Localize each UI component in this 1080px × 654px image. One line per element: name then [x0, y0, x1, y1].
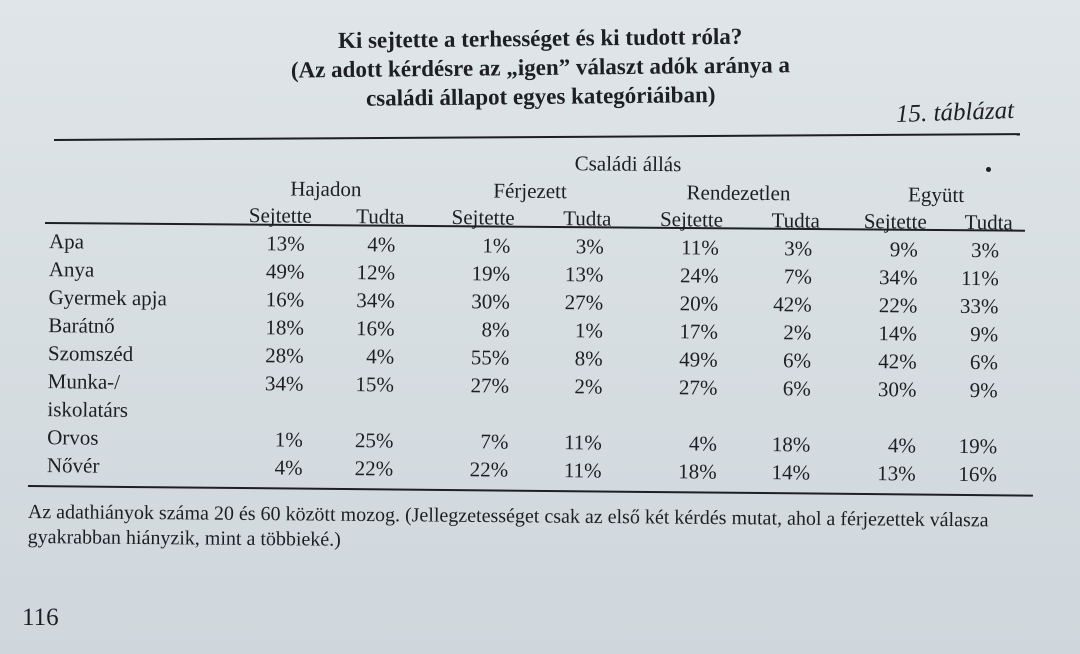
table-cell: 18%: [771, 431, 811, 457]
table-cell: 11%: [960, 265, 999, 290]
table-cell: 14%: [771, 459, 811, 485]
table-cell: 6%: [782, 375, 811, 401]
row-label: Nővér: [46, 452, 100, 478]
table-cell: 27%: [678, 374, 718, 400]
table-cell: 4%: [887, 432, 917, 458]
table-top-rule: [54, 133, 1020, 141]
data-table-container: [27, 145, 1040, 489]
row-label: Apa: [48, 228, 85, 254]
table-cell: 30%: [877, 376, 917, 402]
table-cell: 9%: [969, 377, 998, 402]
table-cell: 14%: [878, 320, 918, 346]
table-cell: 8%: [574, 345, 603, 371]
group-header-hajadon: Hajadon: [290, 176, 362, 202]
page-number: 116: [22, 604, 59, 631]
row-label: Barátnő: [48, 312, 115, 338]
table-cell: 13%: [564, 261, 604, 287]
table-cell: 16%: [265, 286, 305, 312]
table-cell: 34%: [264, 370, 304, 396]
table-cell: 27%: [470, 372, 510, 398]
table-cell: 22%: [878, 292, 918, 318]
table-cell: 34%: [878, 264, 918, 290]
table-cell: 42%: [878, 348, 917, 374]
column-header: Sejtette: [451, 204, 515, 230]
row-label: Munka-/: [47, 368, 121, 394]
table-cell: 4%: [367, 231, 396, 257]
column-header: Tudta: [771, 207, 820, 233]
column-header: Tudta: [563, 205, 612, 231]
group-header-rendezetlen: Rendezetlen: [686, 180, 791, 206]
table-cell: 8%: [481, 316, 510, 342]
row-label: Orvos: [47, 424, 99, 450]
table-cell: 9%: [889, 236, 918, 262]
table-cell: 3%: [970, 237, 1000, 262]
group-header-ferjezett: Férjezett: [493, 178, 567, 204]
title-line-3: családi állapot egyes kategóriáiban): [365, 82, 716, 111]
table-cell: 2%: [783, 319, 812, 345]
table-cell: 19%: [958, 433, 998, 458]
row-label: Gyermek apja: [48, 284, 168, 310]
row-label-continuation: iskolatárs: [47, 396, 129, 422]
table-cell: 34%: [356, 287, 395, 313]
table-cell: 1%: [274, 426, 303, 452]
title-line-1: Ki sejtette a terhességet és ki tudott róla?: [337, 23, 743, 54]
table-cell: 13%: [266, 230, 305, 256]
column-header: Tudta: [356, 203, 405, 229]
table-cell: 15%: [355, 371, 395, 397]
table-cell: 12%: [356, 259, 396, 285]
table-cell: 11%: [564, 429, 602, 455]
footnote: Az adathiányok száma 20 és 60 között mozog. (Jellegzetességet csak az első két kérdés mutat, ahol a férjezettek válasza gyakrabban hiányzik, mint a többieké.): [27, 500, 989, 551]
table-cell: 16%: [958, 461, 998, 486]
table-cell: 22%: [469, 456, 509, 482]
table-body: [27, 227, 1029, 489]
table-cell: 9%: [970, 321, 999, 346]
table-cell: 19%: [471, 260, 511, 286]
table-cell: 25%: [354, 427, 394, 453]
table-cell: 4%: [274, 454, 303, 480]
table-cell: 18%: [265, 314, 305, 340]
table-cell: 13%: [877, 460, 916, 486]
table-number-label: 15. táblázat: [895, 96, 1015, 129]
column-header: Tudta: [964, 209, 1013, 234]
table-cell: 49%: [265, 258, 305, 284]
table-cell: 55%: [470, 344, 510, 370]
data-table: [27, 145, 1030, 489]
table-cell: 27%: [564, 289, 604, 315]
group-header-egyutt: Együtt: [908, 182, 965, 207]
table-cell: 7%: [783, 263, 813, 289]
row-label: Anya: [48, 256, 95, 282]
table-cell: 11%: [563, 457, 602, 483]
table-cell: 4%: [366, 343, 395, 369]
row-label: Szomszéd: [47, 340, 134, 366]
title-line-2: (Az adott kérdésre az „igen” választ adók aránya a: [290, 52, 791, 83]
table-title: [150, 20, 931, 115]
table-cell: 30%: [471, 288, 510, 314]
table-cell: 18%: [678, 458, 717, 484]
table-cell: 33%: [959, 293, 999, 318]
table-cell: 17%: [679, 318, 719, 344]
table-cell: 22%: [354, 455, 394, 481]
table-cell: 11%: [680, 234, 719, 260]
spanner-header: Családi állás: [574, 151, 682, 177]
table-cell: 28%: [265, 342, 304, 368]
table-cell: 6%: [969, 349, 999, 374]
table-cell: 1%: [482, 232, 511, 258]
table-cell: 49%: [679, 346, 718, 372]
table-cell: 2%: [574, 373, 603, 399]
table-cell: 1%: [574, 317, 604, 343]
table-cell: 7%: [480, 428, 509, 454]
column-header: Sejtette: [659, 206, 724, 232]
table-cell: 42%: [773, 291, 812, 317]
table-cell: 24%: [679, 262, 719, 288]
column-header: Sejtette: [248, 202, 312, 228]
table-cell: 16%: [355, 315, 395, 341]
table-cell: 4%: [688, 430, 718, 456]
table-cell: 3%: [784, 235, 813, 261]
column-header: Sejtette: [863, 208, 927, 234]
table-cell: 20%: [679, 290, 719, 316]
table-cell: 3%: [575, 233, 604, 259]
table-cell: 6%: [782, 347, 812, 373]
